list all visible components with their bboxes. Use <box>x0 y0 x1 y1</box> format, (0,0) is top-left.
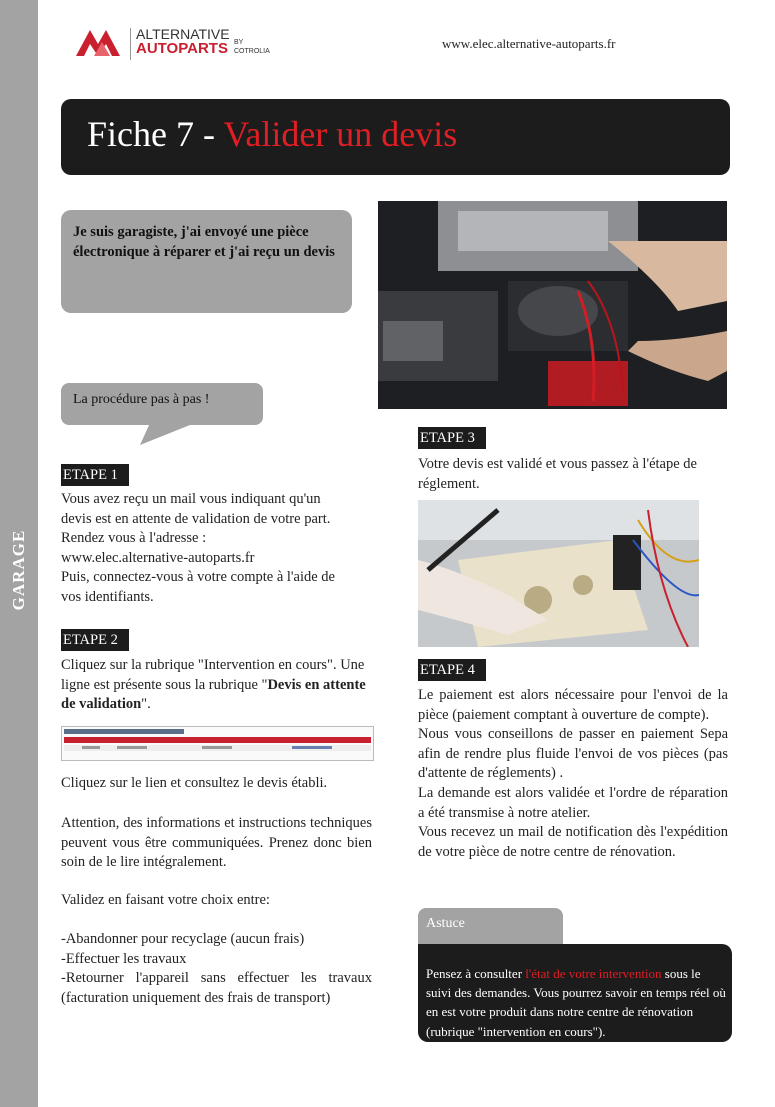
step1-label: ETAPE 1 <box>61 464 129 486</box>
step4-p2: Nous vous conseillons de passer en paiement Sepa afin de rendre plus fluide l'envoi de vos pièces (pas d'attente de réglements) . <box>418 726 728 782</box>
step2-intro: Cliquez sur la rubrique "Intervention en cours". Une ligne est présente sous la rubrique "Devis en attente de validation". <box>61 657 366 713</box>
step3-text: Votre devis est validé et vous passez à l'étape de réglement. <box>418 456 697 492</box>
astuce-link[interactable]: l'état de votre intervention <box>525 966 662 981</box>
circuit-board-photo <box>418 500 699 647</box>
intro-box <box>61 210 352 313</box>
step1-line: devis est en attente de validation de votre part. <box>61 510 331 527</box>
step1-line: vos identifiants. <box>61 588 154 605</box>
step4-p1: Le paiement est alors nécessaire pour l'envoi de la pièce (paiement comptant à ouverture de compte). <box>418 687 728 723</box>
astuce-label: Astuce <box>426 916 465 931</box>
step2-choices <box>61 930 372 1008</box>
step2-label: ETAPE 2 <box>61 629 129 651</box>
speech-bubble <box>61 383 263 425</box>
logo-divider <box>130 28 131 60</box>
logo-line1: ALTERNATIVE <box>136 26 230 42</box>
header-url[interactable]: www.elec.alternative-autoparts.fr <box>442 36 616 51</box>
step2-p2: Cliquez sur le lien et consultez le devis établi. <box>61 775 328 791</box>
step1-line: Vous avez reçu un mail vous indiquant qu'un <box>61 491 321 507</box>
step2-bold: Devis en attente de validation <box>61 676 366 713</box>
sidebar-strip <box>0 0 38 1107</box>
title-accent: Valider un devis <box>223 114 458 154</box>
bubble-tail-icon <box>140 423 200 447</box>
table-thumbnail <box>62 727 373 760</box>
page-title <box>87 113 457 155</box>
astuce-box <box>418 944 732 1042</box>
choice-item: -Abandonner pour recyclage (aucun frais) <box>61 931 305 947</box>
step1-line: Puis, connectez-vous à votre compte à l'aide de <box>61 569 335 586</box>
astuce-text: Pensez à consulter l'état de votre intervention sous le suivi des demandes. Vous pourrez savoir en temps réel où en est votre produit dans notre centre de rénovation (rubrique "intervention en cours"). <box>426 966 726 1039</box>
title-bar <box>61 99 730 175</box>
step1-url[interactable]: www.elec.alternative-autoparts.fr <box>61 549 255 566</box>
step1-text <box>61 490 381 608</box>
engine-photo <box>378 201 727 409</box>
logo-by: BY <box>234 39 244 46</box>
step4-label: ETAPE 4 <box>418 659 486 681</box>
sidebar-label: GARAGE <box>9 529 28 611</box>
choice-item: -Retourner l'appareil sans effectuer les travaux (facturation uniquement des frais de transport) <box>61 970 372 1006</box>
logo-mark-icon <box>76 26 126 60</box>
logo-byline <box>234 38 270 56</box>
quote-table-screenshot <box>61 726 374 761</box>
logo-company: COTROLIA <box>234 48 270 55</box>
step4-p4: Vous recevez un mail de notification dès l'expédition de votre pièce de notre centre de rénovation. <box>418 824 728 860</box>
choice-item: -Effectuer les travaux <box>61 950 187 967</box>
brand-logo <box>76 26 296 62</box>
step2-p3: Attention, des informations et instructions techniques peuvent vous être communiquées. Prenez donc bien soin de le lire intégralement. <box>61 815 372 871</box>
step2-p4: Validez en faisant votre choix entre: <box>61 892 270 908</box>
step3-label: ETAPE 3 <box>418 427 486 449</box>
bubble-text: La procédure pas à pas ! <box>73 392 210 407</box>
step1-line: Rendez vous à l'adresse : <box>61 530 207 547</box>
title-prefix: Fiche 7 - <box>87 114 224 154</box>
intro-text: Je suis garagiste, j'ai envoyé une pièce électronique à réparer et j'ai reçu un devis <box>73 224 335 260</box>
step4-p3: La demande est alors validée et l'ordre de réparation a été transmise à notre atelier. <box>418 784 728 821</box>
logo-line2: AUTOPARTS <box>136 40 228 57</box>
step4-text <box>418 686 728 862</box>
